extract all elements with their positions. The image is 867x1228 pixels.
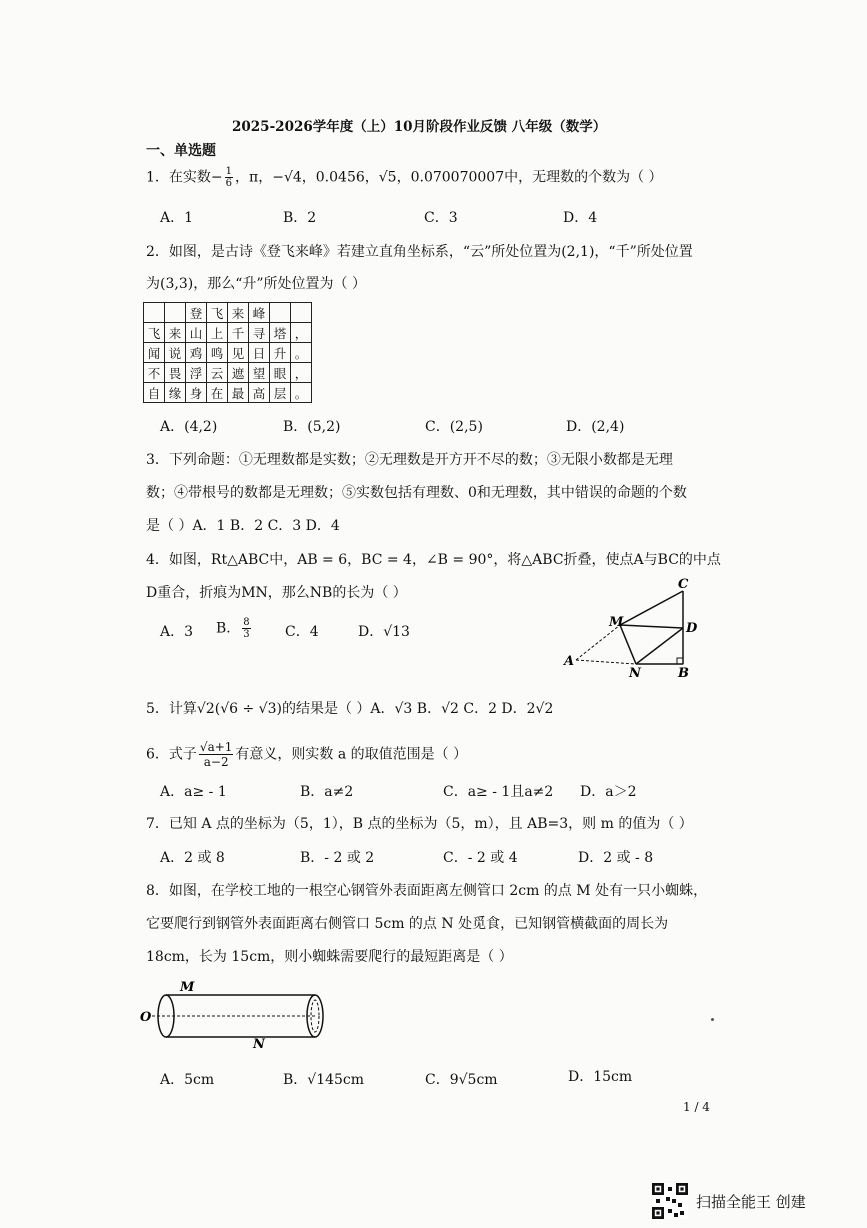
poem-cell: 云 [207, 363, 228, 383]
q8-option-b: B．√145cm [283, 1072, 365, 1088]
poem-cell: 日 [249, 343, 270, 363]
edge-mn [620, 625, 636, 664]
poem-cell: 缘 [165, 383, 186, 403]
poem-row [144, 363, 312, 383]
poem-cell: ， [291, 363, 312, 383]
poem-cell [165, 303, 186, 323]
qr-code-icon [652, 1183, 688, 1219]
section-heading: 一、单选题 [146, 143, 216, 159]
q2-option-b: B．(5,2) [283, 419, 341, 435]
q8-option-d: D．15cm [568, 1069, 633, 1085]
q3-line-3: 是（ ）A．1 B．2 C．3 D．4 [146, 518, 340, 534]
q8-line-3: 18cm，长为 15cm，则小蜘蛛需要爬行的最短距离是（ ） [146, 949, 513, 965]
q1-option-d: D．4 [563, 210, 598, 226]
question-6 [146, 740, 467, 769]
label-o: O [140, 1010, 152, 1025]
q6-fraction [199, 740, 234, 769]
poem-cell: 闻 [144, 343, 165, 363]
poem-cell: 。 [291, 383, 312, 403]
edge-mc [620, 591, 683, 625]
q2-option-c: C．(2,5) [425, 419, 483, 435]
edge-an-dashed [576, 660, 636, 664]
poem-cell: 。 [291, 343, 312, 363]
scanner-watermark [652, 1183, 806, 1219]
q2-option-a: A．(4,2) [160, 419, 218, 435]
poem-cell: 浮 [186, 363, 207, 383]
poem-cell: 在 [207, 383, 228, 403]
label-c: C [678, 577, 689, 592]
q6-option-c: C．a≥ - 1且a≠2 [443, 784, 554, 800]
poem-cell: 遮 [228, 363, 249, 383]
page-number: 1 / 4 [683, 1100, 710, 1114]
poem-cell: 升 [270, 343, 291, 363]
poem-cell [291, 303, 312, 323]
poem-row [144, 383, 312, 403]
poem-cell: 自 [144, 383, 165, 403]
q7-option-d: D．2 或 - 8 [578, 850, 654, 866]
q4-option-b-fraction [242, 617, 250, 640]
poem-cell: 望 [249, 363, 270, 383]
label-m: M [180, 980, 195, 995]
q4-option-b-label: B． [216, 620, 241, 637]
label-m: M [609, 615, 624, 630]
edge-nd [636, 628, 683, 664]
q5-line: 5．计算√2(√6 ÷ √3)的结果是（ ）A．√3 B．√2 C．2 D．2√2 [146, 701, 554, 717]
q4-line-2: D重合，折痕为MN，那么NB的长为（ ） [146, 585, 407, 601]
q1-fraction [225, 166, 233, 189]
poem-cell: 飞 [144, 323, 165, 343]
poem-row [144, 303, 312, 323]
label-b: B [678, 666, 689, 681]
poem-cell: 最 [228, 383, 249, 403]
q8-option-c: C．9√5cm [425, 1072, 498, 1088]
label-n: N [629, 666, 641, 681]
q6-option-a: A．a≥ - 1 [160, 784, 227, 800]
q7-option-b: B．- 2 或 2 [300, 850, 375, 866]
poem-cell: 层 [270, 383, 291, 403]
q4-line-1: 4．如图，Rt△ABC中，AB = 6，BC = 4，∠B = 90°，将△ABC折叠，使点A与BC的中点 [146, 552, 721, 568]
q1-stem-a: 1．在实数− [146, 169, 223, 186]
q1-option-a: A．1 [160, 210, 194, 226]
edge-md [620, 625, 683, 628]
q2-line-2: 为(3,3)，那么“升”所处位置为（ ） [146, 276, 366, 292]
poem-cell: 鸣 [207, 343, 228, 363]
poem-cell: 登 [186, 303, 207, 323]
q2-line-1: 2．如图，是古诗《登飞来峰》若建立直角坐标系，“云”所处位置为(2,1)，“千”所处位置 [146, 244, 693, 260]
poem-cell: 身 [186, 383, 207, 403]
poem-cell [144, 303, 165, 323]
label-n: N [253, 1037, 265, 1052]
scan-speck [711, 1018, 714, 1021]
poem-cell: 千 [228, 323, 249, 343]
q6-stem-a: 6．式子 [146, 746, 197, 763]
poem-cell: 塔 [270, 323, 291, 343]
q1-option-b: B．2 [283, 210, 317, 226]
q7-option-c: C．- 2 或 4 [443, 850, 518, 866]
poem-cell: 来 [228, 303, 249, 323]
label-a: A [564, 654, 575, 669]
q4-option-b [216, 617, 253, 640]
q8-line-2: 它要爬行到钢管外表面距离右侧管口 5cm 的点 N 处觅食，已知钢管横截面的周长为 [146, 916, 669, 932]
poem-cell: 峰 [249, 303, 270, 323]
q8-option-a: A．5cm [160, 1072, 215, 1088]
poem-cell: 畏 [165, 363, 186, 383]
scanner-label: 扫描全能王 创建 [696, 1192, 806, 1211]
q7-option-a: A．2 或 8 [160, 850, 225, 866]
q6-option-d: D．a＞2 [580, 784, 637, 800]
q4-option-a: A．3 [160, 624, 194, 640]
poem-cell [270, 303, 291, 323]
q6-stem-b: 有意义，则实数 a 的取值范围是（ ） [235, 746, 468, 763]
poem-cell: 鸡 [186, 343, 207, 363]
q6-frac-den: a−2 [203, 755, 229, 769]
label-d: D [686, 621, 698, 636]
q1-frac-num: 1 [225, 166, 233, 177]
pipe-left-end [158, 995, 174, 1037]
poem-cell: 见 [228, 343, 249, 363]
q6-frac-num: √a+1 [199, 740, 233, 754]
poem-cell: 寻 [249, 323, 270, 343]
question-1 [146, 166, 663, 189]
poem-grid [143, 302, 312, 403]
q3-line-1: 3．下列命题：①无理数都是实数；②无理数是开方开不尽的数；③无限小数都是无理 [146, 452, 673, 468]
q2-option-d: D．(2,4) [566, 419, 625, 435]
q1-option-c: C．3 [424, 210, 458, 226]
poem-cell: ， [291, 323, 312, 343]
poem-row [144, 323, 312, 343]
poem-row [144, 343, 312, 363]
poem-cell: 眼 [270, 363, 291, 383]
q1-stem-b: ，π，−√4，0.0456，√5，0.070070007中，无理数的个数为（ ） [235, 169, 663, 186]
edge-am-dashed [576, 625, 620, 660]
q3-line-2: 数；④带根号的数都是无理数；⑤实数包括有理数、0和无理数，其中错误的命题的个数 [146, 485, 687, 501]
poem-cell: 来 [165, 323, 186, 343]
page-title: 2025-2026学年度（上）10月阶段作业反馈 八年级（数学） [232, 119, 607, 135]
poem-cell: 说 [165, 343, 186, 363]
q8-line-1: 8．如图，在学校工地的一根空心钢管外表面距离左侧管口 2cm 的点 M 处有一只小蜘蛛， [146, 883, 708, 899]
poem-cell: 飞 [207, 303, 228, 323]
q4-opt-b-den: 3 [243, 629, 250, 640]
poem-cell: 上 [207, 323, 228, 343]
q4-opt-b-num: 8 [243, 617, 250, 628]
right-angle-mark [677, 658, 683, 664]
q7-line: 7．已知 A 点的坐标为（5，1），B 点的坐标为（5，m），且 AB=3，则 m 的值为（ ） [146, 816, 693, 832]
poem-cell: 山 [186, 323, 207, 343]
q4-option-c: C．4 [285, 624, 319, 640]
q1-frac-den: 6 [225, 178, 233, 189]
triangle-figure [560, 574, 710, 684]
poem-cell: 高 [249, 383, 270, 403]
pipe-figure [138, 978, 338, 1053]
q6-option-b: B．a≠2 [300, 784, 354, 800]
poem-cell: 不 [144, 363, 165, 383]
q4-option-d: D．√13 [358, 624, 410, 640]
